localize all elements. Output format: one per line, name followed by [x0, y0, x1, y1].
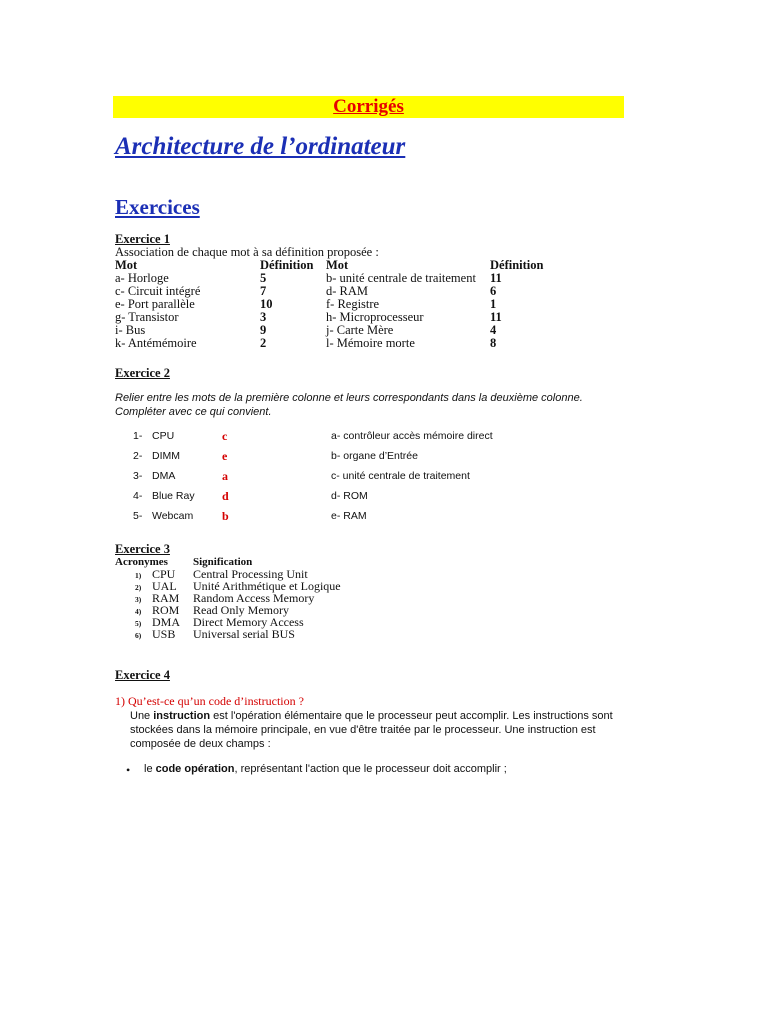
ex2-answer: d — [222, 489, 229, 503]
ex1-def-2: 1 — [490, 297, 497, 311]
ex3-meaning: Direct Memory Access — [193, 615, 304, 629]
ex3-num: 2) — [135, 583, 142, 592]
ex4-bullet — [144, 763, 507, 775]
answer-post: est l'opération élémentaire que le processeur peut accomplir. Les instructions sont stockées dans la mémoire principale, en vue d'être traitée par le processeur. Une instruction est composée de deux champs : — [130, 710, 613, 750]
ex3-num: 3) — [135, 595, 142, 604]
ex1-word: a- Horloge — [115, 271, 169, 285]
ex3-col-signification: Signification — [193, 556, 253, 568]
ex1-word: e- Port parallèle — [115, 297, 195, 311]
ex1-def-2: 8 — [490, 336, 497, 350]
ex1-col-def: Définition — [260, 258, 314, 272]
ex3-acronym: USB — [152, 627, 176, 641]
ex2-heading: Exercice 2 — [115, 366, 170, 380]
page-title[interactable]: Architecture de l’ordinateur — [115, 133, 406, 160]
ex3-meaning: Central Processing Unit — [193, 567, 308, 581]
ex2-answer: a — [222, 469, 228, 483]
ex3-meaning: Read Only Memory — [193, 603, 289, 617]
ex3-num: 6) — [135, 631, 142, 640]
ex1-word: g- Transistor — [115, 310, 179, 324]
ex1-def-2: 6 — [490, 284, 497, 298]
ex3-num: 5) — [135, 619, 142, 628]
bullet-pre: le — [144, 763, 156, 775]
ex1-word: c- Circuit intégré — [115, 284, 201, 298]
ex3-meaning: Universal serial BUS — [193, 627, 295, 641]
ex2-term: CPU — [152, 430, 175, 442]
corriges-banner — [113, 96, 624, 118]
ex2-term: DMA — [152, 470, 176, 482]
ex1-word: k- Antémémoire — [115, 336, 197, 350]
ex1-word-2: l- Mémoire morte — [326, 336, 415, 350]
ex3-acronym: ROM — [152, 603, 180, 617]
ex1-def-2: 4 — [490, 323, 497, 337]
ex3-num: 4) — [135, 607, 142, 616]
ex2-definition: e- RAM — [331, 510, 367, 522]
ex1-col-def-2: Définition — [490, 258, 544, 272]
ex1-heading: Exercice 1 — [115, 232, 170, 246]
ex1-def: 5 — [260, 271, 267, 285]
ex1-word-2: f- Registre — [326, 297, 380, 311]
ex2-definition: a- contrôleur accès mémoire direct — [331, 430, 493, 442]
bullet-keyword: code opération — [155, 763, 235, 775]
ex1-def: 2 — [260, 336, 267, 350]
ex3-num: 1) — [135, 571, 142, 580]
ex2-num: 1- — [133, 430, 143, 442]
corriges-title: Corrigés — [333, 96, 404, 117]
ex3-col-acronymes: Acronymes — [115, 556, 168, 568]
ex2-answer: c — [222, 429, 228, 443]
ex3-meaning: Random Access Memory — [193, 591, 315, 605]
ex1-word: i- Bus — [115, 323, 146, 337]
ex3-acronym: UAL — [152, 579, 177, 593]
ex2-instruction: Relier entre les mots de la première colonne et leurs correspondants dans la deuxième colonne. Compléter avec ce qui convient. — [115, 392, 583, 418]
answer-keyword: instruction — [153, 710, 211, 722]
ex1-def-2: 11 — [490, 310, 502, 324]
ex3-acronym: DMA — [152, 615, 181, 629]
ex4-question: 1) Qu’est-ce qu’un code d’instruction ? — [115, 694, 304, 708]
ex1-word-2: d- RAM — [326, 284, 369, 298]
ex1-def: 9 — [260, 323, 267, 337]
ex2-definition: d- ROM — [331, 490, 368, 502]
ex2-definition: c- unité centrale de traitement — [331, 470, 470, 482]
ex2-num: 5- — [133, 510, 143, 522]
ex3-heading: Exercice 3 — [115, 542, 170, 556]
ex3-acronym: CPU — [152, 567, 176, 581]
ex2-answer: b — [222, 509, 229, 523]
ex1-word-2: b- unité centrale de traitement — [326, 271, 476, 285]
ex2-term: Blue Ray — [152, 490, 195, 502]
ex1-def-2: 11 — [490, 271, 502, 285]
ex2-answer: e — [222, 449, 228, 463]
ex1-def: 3 — [260, 310, 267, 324]
ex1-word-2: j- Carte Mère — [326, 323, 394, 337]
ex3-meaning: Unité Arithmétique et Logique — [193, 579, 341, 593]
section-title[interactable]: Exercices — [115, 195, 200, 219]
ex4-answer — [130, 709, 630, 751]
ex2-num: 4- — [133, 490, 143, 502]
ex4-heading: Exercice 4 — [115, 668, 170, 682]
ex2-definition: b- organe d’Entrée — [331, 450, 418, 462]
ex2-num: 2- — [133, 450, 143, 462]
ex1-col-mot-2: Mot — [326, 258, 349, 272]
bullet-icon: • — [126, 763, 131, 777]
ex3-acronym: RAM — [152, 591, 180, 605]
bullet-post: , représentant l'action que le processeur doit accomplir ; — [234, 763, 507, 775]
ex1-intro: Association de chaque mot à sa définition proposée : — [115, 245, 379, 259]
ex2-term: Webcam — [152, 510, 194, 522]
ex1-col-mot: Mot — [115, 258, 138, 272]
ex1-def: 10 — [260, 297, 273, 311]
ex1-def: 7 — [260, 284, 267, 298]
ex2-term: DIMM — [152, 450, 180, 462]
ex1-word-2: h- Microprocesseur — [326, 310, 424, 324]
ex2-num: 3- — [133, 470, 143, 482]
answer-pre: Une — [130, 710, 154, 722]
